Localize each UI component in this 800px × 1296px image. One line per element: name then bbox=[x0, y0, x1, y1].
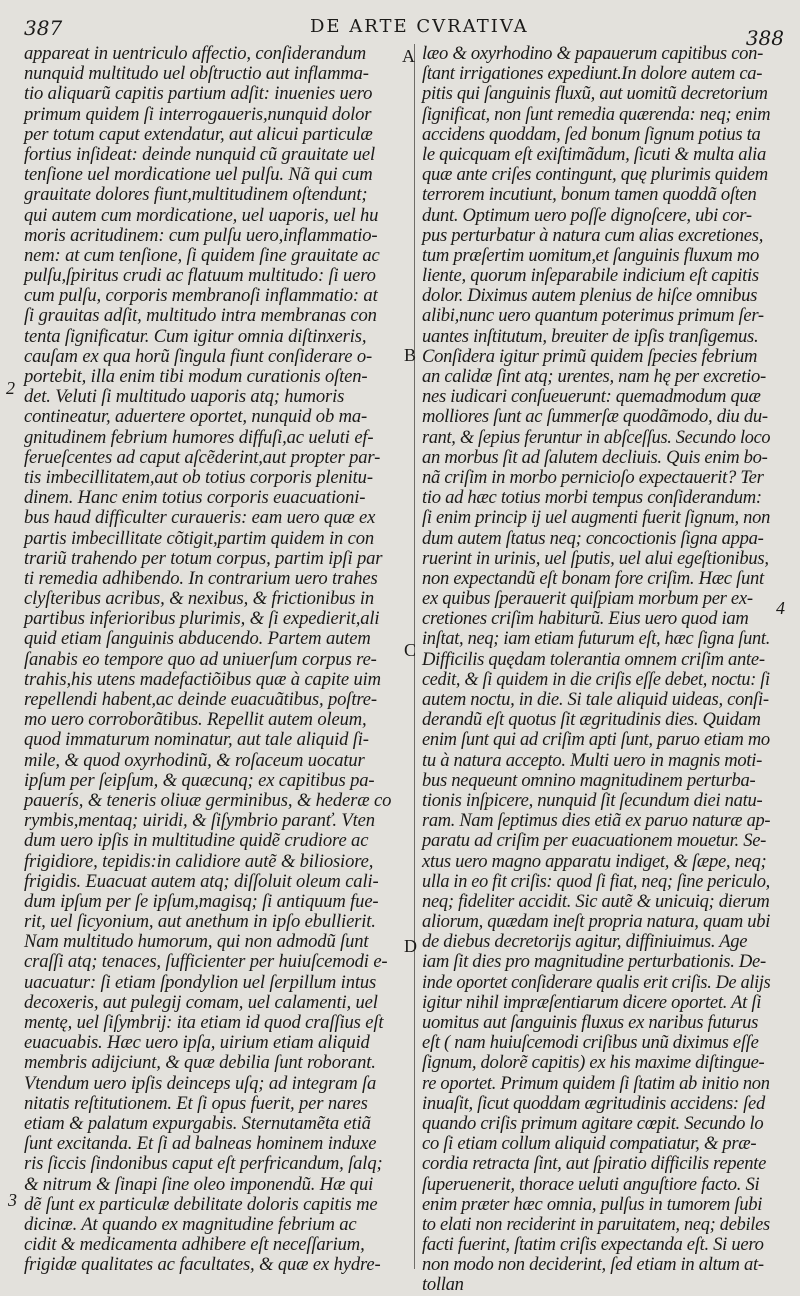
text-line: enim ſunt qui ad criſim apti ſunt, paruo etiam mo bbox=[422, 729, 770, 751]
text-line: trariũ trahendo per totum corpus, partim ipſi par bbox=[24, 547, 383, 569]
text-line: contineatur, aduertere oportet, nunquid ob ma- bbox=[24, 406, 368, 428]
text-line: tionis inſpicere, nunquid ſit ſecundum diei natu- bbox=[422, 789, 763, 811]
text-line: alibi,nunc uero quantum poterimus primum ſer- bbox=[422, 305, 764, 327]
text-line: uantes inſtitutum, breuiter de ipſis tranſigemus. bbox=[422, 325, 759, 347]
text-line: rant, & ſepius feruntur in abſceſſus. Secundo loco bbox=[422, 426, 771, 448]
text-line: Difficilis quędam tolerantia omnem criſim ante- bbox=[422, 648, 765, 670]
text-line: pauerís, & teneris oliuæ germinibus, & hederæ co bbox=[24, 789, 392, 811]
text-line: frigidæ qualitates ac facultates, & quæ ex hydre- bbox=[24, 1254, 381, 1276]
text-line: neq; fideliter accidit. Sic autẽ & unicuiq; dierum bbox=[422, 890, 770, 912]
text-line: repellendi habent,ac deinde euacuãtibus, poſtre- bbox=[24, 689, 377, 710]
text-line: accidens quoddam, ſed bonum ſignum potius ta bbox=[422, 123, 761, 145]
margin-number-2: 2 bbox=[6, 378, 15, 398]
text-line: uomitus aut ſanguinis fluxus ex naribus futurus bbox=[422, 1012, 759, 1033]
text-line: nem: at cum tenſione, ſi quidem ſine grauitate ac bbox=[24, 244, 380, 266]
text-line: ſignificat, non ſunt remedia quærenda: neq; enim bbox=[422, 103, 771, 125]
text-line: cretiones criſim habiturũ. Eius uero quod iam bbox=[422, 608, 749, 630]
text-line: frigidiore, tepidis:in calidiore autẽ & biliosiore, bbox=[24, 850, 374, 872]
text-line: liente, quorum inſeparabile indicium eſt capitis bbox=[422, 265, 759, 287]
text-line: inuaſit, ſicut quoddam ægritudinis accidens: ſed bbox=[422, 1092, 765, 1114]
text-line: quid etiam ſanguinis abducendo. Partem autem bbox=[24, 628, 371, 650]
text-line: nunquid multitudo uel obſtructio aut inflamma- bbox=[24, 63, 369, 85]
text-line: le quicquam eſt exiſtimãdum, ſicuti & multa alia bbox=[422, 143, 766, 165]
text-line: ſignum, dolorẽ capitis) ex his maxime diſtingue- bbox=[422, 1052, 765, 1074]
text-line: dum uero ipſis in multitudine quidẽ crudiore ac bbox=[24, 830, 369, 852]
text-line: uacuatur: ſi etiam ſpondylion uel ſerpillum intus bbox=[24, 971, 377, 993]
text-line: tio aliquarũ capitis partium adſit: inuenies uero bbox=[24, 83, 373, 105]
text-line: quando criſis primum agitare cœpit. Secundo lo bbox=[422, 1112, 764, 1134]
text-line: dinem. Hanc enim totius corporis euacuationi- bbox=[24, 487, 366, 509]
text-line: ram. Nam ſeptimus dies etiã ex paruo naturæ ap- bbox=[422, 810, 771, 832]
text-line: ti remedia adhibendo. In contrarium uero trahes bbox=[24, 567, 378, 589]
text-line: rit, uel ſicyonium, aut anethum in ipſo ebullierit. bbox=[24, 911, 376, 933]
text-line: inde oportet conſiderare qualis erit criſis. De alijs bbox=[422, 971, 771, 993]
text-line: dicinæ. At quando ex magnitudine febrium ac bbox=[24, 1213, 357, 1235]
text-line: autem noctu, in die. Si tale aliquid uideas, conſi- bbox=[422, 689, 769, 710]
text-line: ſunt excitanda. Et ſi ad balneas hominem induxe bbox=[24, 1133, 377, 1155]
text-line: facti fuerint, ſtatim criſis expectanda eſt. Si uero bbox=[422, 1234, 764, 1256]
text-line: cordia retracta ſint, aut ſpiratio difficilis repente bbox=[422, 1153, 767, 1175]
text-line: dum ipſum per ſe ipſum,magisq; ſi antiquum fue- bbox=[24, 890, 379, 912]
page-number-right: 388 bbox=[745, 26, 784, 50]
text-line: tio ad hæc totius morbi tempus conſiderandum: bbox=[422, 487, 762, 509]
text-line: nã criſim in morbo pernicioſo expectauerit? Ter bbox=[422, 466, 764, 488]
text-line: gnitudinem febrium humores diffuſi,ac ueluti ef- bbox=[24, 426, 374, 448]
section-letter-a: A bbox=[402, 46, 415, 66]
text-line: clyſteribus acribus, & nexibus, & frictionibus in bbox=[24, 588, 375, 610]
text-line: ſi grauitas adſit, multitudo intra membranas con bbox=[24, 305, 377, 327]
text-line: quod immaturum nominatur, aut tale aliquid ſi- bbox=[24, 729, 369, 751]
text-line: tis imbecillitatem,aut ob totius corporis plenitu- bbox=[24, 466, 373, 488]
text-line: læo & oxyrhodino & papauerum capitibus con- bbox=[422, 43, 764, 64]
text-line: an calidæ ſint atq; urentes, nam hę per excretio- bbox=[422, 366, 766, 387]
section-letter-c: C bbox=[404, 640, 417, 660]
text-line: Vtendum uero ipſis deinceps uſq; ad integram ſa bbox=[24, 1072, 377, 1094]
text-line: derandũ eſt quotus ſit ægritudinis dies. Quidam bbox=[422, 709, 761, 731]
text-line: dẽ ſunt ex particulæ debilitate doloris capitis me bbox=[24, 1193, 378, 1215]
text-line: ferueſcentes ad caput aſcẽderint,aut propter par- bbox=[24, 446, 381, 468]
text-line: dum autem ſtatus neq; concoctionis ſigna appa- bbox=[422, 527, 764, 549]
text-line: tollan bbox=[422, 1274, 464, 1296]
right-column bbox=[422, 44, 770, 1296]
text-line: appareat in uentriculo affectio, conſiderandum bbox=[24, 43, 367, 64]
text-line: ſtant irrigationes expediunt.In dolore autem ca- bbox=[422, 63, 763, 85]
text-line: euacuabis. Hæc uero ipſa, uirium etiam aliquid bbox=[24, 1032, 370, 1054]
text-line: pus perturbatur à natura cum alias excretiones, bbox=[422, 224, 764, 246]
section-letter-d: D bbox=[404, 936, 417, 956]
text-line: pulſu,ſpiritus crudi ac flatuum multitudo: ſi uero bbox=[24, 265, 376, 287]
text-line: co ſi etiam collum aliquid compatiatur, & præ- bbox=[422, 1133, 757, 1155]
text-line: mo uero corroborãtibus. Repellit autem oleum, bbox=[24, 709, 367, 731]
text-line: ipſum per ſeipſum, & quæcunq; ex capitibus pa- bbox=[24, 769, 375, 791]
text-line: mentę, uel ſiſymbrij: ita etiam id quod craſſius eſt bbox=[24, 1012, 384, 1033]
text-line: grauitate dolores fiunt,multitudinem oſtendunt; bbox=[24, 184, 368, 206]
text-line: craſſi atq; tenaces, ſufficienter per huiuſcemodi e- bbox=[24, 951, 388, 973]
text-line: fortius inſideat: deinde nunquid cũ grauitate uel bbox=[24, 143, 376, 165]
text-line: Conſidera igitur primũ quidem ſpecies febrium bbox=[422, 345, 758, 367]
text-line: to elati non reciderint in paruitatem, neq; debiles bbox=[422, 1213, 770, 1235]
text-line: nes iudicari conſueuerunt: quemadmodum quæ bbox=[422, 386, 761, 408]
text-line: pitis qui ſanguinis fluxũ, aut uomitũ decretorium bbox=[422, 83, 768, 105]
text-line: an morbus ſit ad ſalutem decliuis. Quis enim bo- bbox=[422, 446, 768, 468]
text-line: nitatis reſtitutionem. Et ſi opus fuerit, per nares bbox=[24, 1092, 368, 1114]
margin-number-3: 3 bbox=[8, 1190, 17, 1210]
text-line: trahis,his utens madefactiõibus quæ à capite uim bbox=[24, 668, 381, 690]
text-line: membris adijciunt, & quæ debilia ſunt roborant. bbox=[24, 1052, 376, 1074]
text-line: ſi enim princip ij uel augmenti fuerit ſignum, non bbox=[422, 507, 771, 529]
text-line: etiam & palatum expurgabis. Sternutamẽta etiã bbox=[24, 1112, 371, 1134]
text-line: ris ſiccis ſindonibus caput eſt perfricandum, ſalq; bbox=[24, 1153, 383, 1175]
text-line: cidit & medicamenta adhibere eſt neceſſarium, bbox=[24, 1234, 365, 1256]
text-line: primum quidem ſi interrogaueris,nunquid dolor bbox=[24, 103, 372, 125]
text-line: frigidis. Euacuat autem atq; diſſoluit oleum cali- bbox=[24, 870, 379, 892]
text-line: iam ſit dies pro magnitudine perturbationis. De- bbox=[422, 951, 766, 973]
text-line: mile, & quod oxyrhodinũ, & roſaceum uocatur bbox=[24, 749, 365, 771]
text-line: dolor. Diximus autem plenius de hiſce omnibus bbox=[422, 285, 758, 307]
text-line: portebit, illa enim tibi modum curationis oſten- bbox=[24, 366, 368, 387]
text-line: xtus uero magno apparatu indiget, & ſæpe, neq; bbox=[422, 850, 767, 872]
text-line: cum pulſu, corporis membranoſi inflammatio: at bbox=[24, 285, 378, 307]
text-line: tum præſertim uomitum,et ſanguinis fluxum mo bbox=[422, 244, 759, 266]
section-letter-b: B bbox=[404, 345, 417, 365]
text-line: de diebus decretorijs agitur, diffiniuimus. Age bbox=[422, 931, 748, 953]
text-line: & nitrum & ſinapi ſine oleo imponendũ. Hæ qui bbox=[24, 1173, 374, 1195]
text-line: tu à natura accepto. Multi uero in magnis moti- bbox=[422, 749, 763, 771]
text-line: igitur nihil impræſentiarum dicere oportet. At ſi bbox=[422, 991, 762, 1013]
text-line: det. Veluti ſi multitudo uaporis atq; humoris bbox=[24, 386, 345, 408]
text-line: partibus inferioribus plurimis, & ſi expedierit,ali bbox=[24, 608, 380, 630]
text-line: tenſione uel mordicatione uel pulſu. Nã qui cum bbox=[24, 164, 373, 186]
text-line: tenta ſignificatur. Cum igitur omnia diſtinxeris, bbox=[24, 325, 367, 347]
running-title: DE ARTE CVRATIVA bbox=[310, 16, 529, 37]
text-line: molliores ſunt ac ſummerſæ quodãmodo, diu du- bbox=[422, 406, 768, 428]
page-number-left: 387 bbox=[24, 16, 63, 40]
text-line: eſt ( nam huiuſcemodi criſibus unũ diximus eſſe bbox=[422, 1032, 759, 1054]
text-line: moris acritudinem: cum pulſu uero,inflammatio- bbox=[24, 224, 378, 246]
text-line: per totum caput extendatur, aut alicui particulæ bbox=[24, 123, 373, 145]
text-line: decoxeris, aut pulegij comam, uel calamenti, uel bbox=[24, 991, 378, 1013]
text-line: quæ ante criſes contingunt, quę plurimis quidem bbox=[422, 164, 768, 186]
text-line: enim præter hæc omnia, pulſus in tumorem ſubi bbox=[422, 1193, 763, 1215]
text-line: terrorem incutiunt, bonum tamen quoddã oſten bbox=[422, 184, 757, 206]
text-line: paratu ad criſim per euacuationem mouetur. Se- bbox=[422, 830, 767, 852]
text-line: ulla in eo fit criſis: quod ſi fiat, neq; ſine periculo, bbox=[422, 870, 770, 892]
text-line: Nam multitudo humorum, qui non admodũ ſunt bbox=[24, 931, 369, 953]
text-line: aliorum, quædam ineſt propria natura, quam ubi bbox=[422, 911, 771, 933]
margin-number-4: 4 bbox=[776, 598, 785, 618]
text-line: ſuperuenerit, thorace ueluti anguſtiore facto. Si bbox=[422, 1173, 760, 1195]
text-line: cedit, & ſi quidem in die criſis eſſe debet, noctu: ſi bbox=[422, 668, 770, 690]
left-column bbox=[24, 44, 398, 1275]
text-line: partis imbecillitate cõtigit,partim quidem in con bbox=[24, 527, 375, 549]
text-line: ruerint in urinis, uel ſputis, uel alui egeſtionibus, bbox=[422, 547, 769, 569]
text-line: non expectandũ eſt bonam fore criſim. Hæc ſunt bbox=[422, 567, 764, 589]
text-line: bus nequeunt omnino magnitudinem perturba- bbox=[422, 769, 756, 791]
text-line: qui autem cum mordicatione, uel uaporis, uel hu bbox=[24, 204, 379, 226]
text-line: non modo non deciderint, ſed etiam in altum at- bbox=[422, 1254, 764, 1276]
text-line: rymbis,mentaq; uiridi, & ſiſymbrio paranť. Vten bbox=[24, 810, 375, 832]
text-line: re oportet. Primum quidem ſi ſtatim ab initio non bbox=[422, 1072, 770, 1094]
running-header bbox=[20, 10, 790, 50]
text-line: cauſam ex qua horũ ſingula fiunt conſiderare o- bbox=[24, 345, 373, 367]
text-line: inſtat, neq; iam etiam futurum eſt, hæc ſigna ſunt. bbox=[422, 628, 771, 650]
text-line: dunt. Optimum uero poſſe dignoſcere, ubi cor- bbox=[422, 204, 752, 226]
text-line: ſanabis eo tempore quo ad uniuerſum corpus re- bbox=[24, 648, 377, 670]
text-line: ex quibus ſperauerit quiſpiam morbum per ex- bbox=[422, 588, 753, 610]
text-line: bus haud difficulter curaueris: eam uero quæ ex bbox=[24, 507, 376, 529]
